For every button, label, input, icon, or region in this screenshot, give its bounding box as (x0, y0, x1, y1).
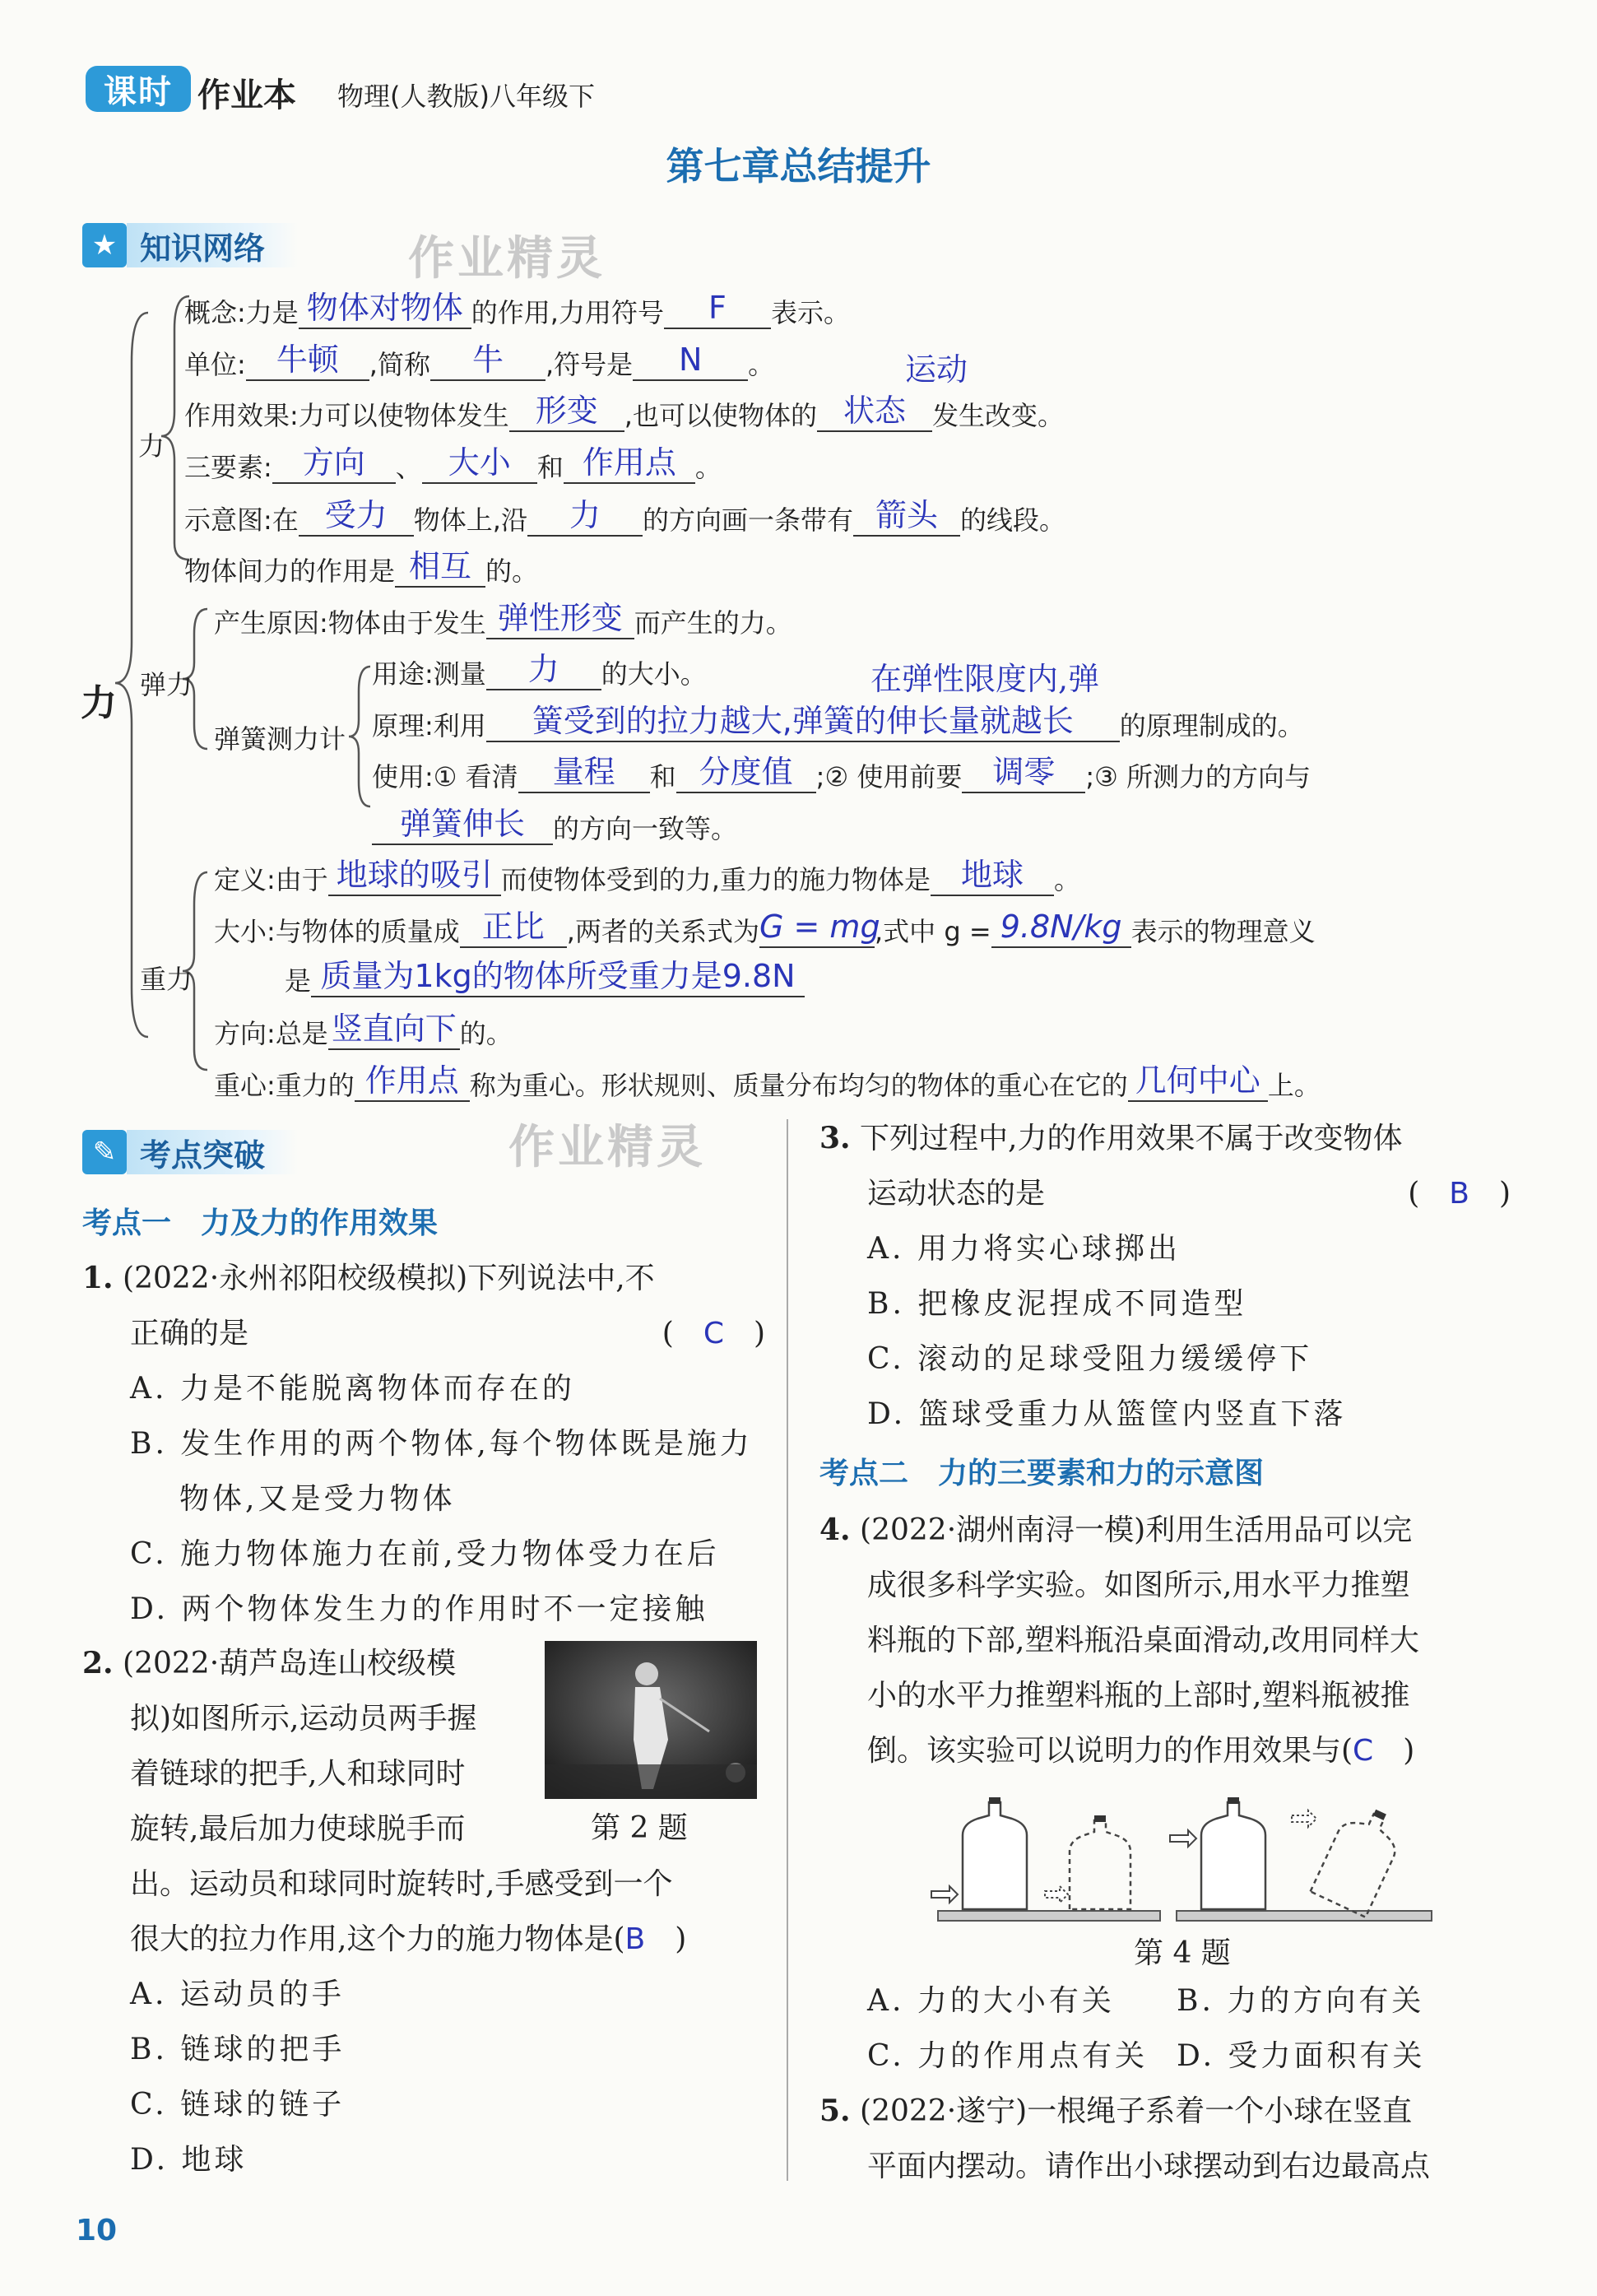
force-diagram-line: 示意图:在 受力 物体上,沿 力 的方向画一条带有 箭头 的线段。 (184, 497, 1066, 536)
answer-blank: 9.8N/kg (991, 913, 1131, 948)
answer-blank: 方向 (272, 449, 396, 484)
question-1: 1. (2022·永州祁阳校级模拟)下列说法中,不 正确的是 ( C ) A. 力是不能脱离物体而存在的 B. 发生作用的两个物体,每个物体既是施力 物体,又是受力物体 C. 施力物体施力在前,受力物体受力在后 D. 两个物体发生力的作用时不一定接触 (82, 1251, 765, 1637)
answer-blank: 受力 (299, 502, 414, 537)
answer-blank: 牛 (430, 346, 545, 381)
brand-logo: 课时 (86, 66, 191, 112)
question-number: 2. (82, 1646, 114, 1680)
gravity-magnitude-line: 大小:与物体的质量成 正比 ,两者的关系式为 G = mg ,式中 g = 9.8N/kg 表示的物理意义 (214, 909, 1316, 947)
option-b-cont: 物体,又是受力物体 (179, 1482, 456, 1516)
option-b: B. 把橡皮泥捏成不同造型 (867, 1287, 1247, 1321)
question-2: 2. (2022·葫芦岛连山校级模 拟)如图所示,运动员两手握 着链球的把手,人和球同时 旋转,最后加力使球脱手而 出。运动员和球同时旋转时,手感受到一个 很大的拉力作用,这个力的施力物体是(B ) A. 运动员的手 B. 链球的把手 C. 链球的链子 D. 地球 (82, 1636, 773, 2187)
answer-blank: 弹簧伸长 (372, 811, 553, 845)
option-d: D. 两个物体发生力的作用时不一定接触 (130, 1592, 708, 1626)
force-concept-line: 概念:力是 物体对物体 的作用,力用符号 F 表示。 (184, 290, 850, 328)
question-number: 4. (819, 1513, 851, 1547)
answer-blank: 形变 (509, 397, 624, 432)
answer-blank: 牛顿 (246, 346, 369, 381)
force-elements-line: 三要素: 方向 、 大小 和 作用点 。 (184, 444, 722, 483)
bottle-solid (1201, 1802, 1265, 1909)
meter-usage-line-2: 弹簧伸长 的方向一致等。 (372, 811, 737, 845)
question-number: 3. (819, 1121, 851, 1155)
spring-meter-label: 弹簧测力计 (214, 723, 346, 755)
branch-label-gravity: 重力 (140, 964, 193, 995)
question-4-options (867, 1973, 1525, 2084)
meter-usage-line: 使用:① 看清 量程 和 分度值 ;② 使用前要 调零 ;③ 所测力的方向与 (372, 754, 1311, 792)
gravity-center-line: 重心:重力的 作用点 称为重心。形状规则、质量分布均匀的物体的重心在它的 几何中心 上。 (214, 1062, 1321, 1101)
option-a: A. 力的大小有关 (867, 1984, 1115, 2018)
answer-blank: 作用点 (355, 1067, 470, 1102)
topic-heading: 考点二 力的三要素和力的示意图 (819, 1457, 1265, 1490)
watermark: 作业精灵 (408, 232, 606, 286)
question-3: 3. 下列过程中,力的作用效果不属于改变物体 运动状态的是 ( B ) A. 用力将实心球掷出 B. 把橡皮泥捏成不同造型 C. 滚动的足球受阻力缓缓停下 D. 篮球受重力从篮筐内竖直下落 (819, 1111, 1511, 1442)
figure-bottle-experiment (930, 1786, 1440, 1934)
gravity-definition-line: 定义:由于 地球的吸引 而使物体受到的力,重力的施力物体是 地球 。 (214, 857, 1080, 895)
option-d: D. 篮球受重力从篮筐内竖直下落 (867, 1397, 1347, 1431)
answer-blank: 力 (527, 502, 643, 537)
answer-blank: 簧受到的拉力越大,弹簧的伸长量就越长 (486, 708, 1120, 742)
pencil-icon: ✎ (82, 1130, 127, 1174)
force-effect-line: 作用效果:力可以使物体发生 形变 ,也可以使物体的 状态 发生改变。 (184, 393, 1064, 431)
handwritten-note: 运动 (905, 351, 968, 388)
arrow-icon (931, 1886, 958, 1903)
section-banner-key-points (82, 1130, 298, 1174)
figure-caption: 第 4 题 (1134, 1936, 1231, 1970)
answer-blank: G = mg (759, 913, 875, 948)
answer-bracket: C ) (1353, 1734, 1415, 1768)
branch-label-elastic: 弹力 (140, 669, 193, 700)
column-divider (787, 1119, 788, 2181)
root-label-force: 力 (81, 682, 117, 724)
answer-blank: 大小 (422, 449, 537, 484)
figure-caption: 第 2 题 (591, 1811, 688, 1845)
answer-blank: 调零 (962, 759, 1085, 793)
answer-blank: 作用点 (564, 449, 695, 484)
option-c: C. 链球的链子 (130, 2088, 346, 2122)
topic-heading: 考点一 力及力的作用效果 (82, 1206, 439, 1240)
option-b: B. 力的方向有关 (1177, 1984, 1425, 2018)
answer-blank: 箭头 (853, 502, 960, 537)
bottle-solid (963, 1802, 1027, 1909)
table-surface (938, 1911, 1160, 1921)
meter-use-line: 用途:测量 力 的大小。 (372, 651, 707, 690)
answer-blank: 状态 (817, 397, 932, 432)
option-d: D. 地球 (130, 2143, 248, 2177)
section-title: 考点突破 (127, 1130, 298, 1174)
answer-blank: N (633, 346, 748, 381)
star-icon: ★ (82, 223, 127, 267)
bottle-dashed (1070, 1820, 1130, 1909)
answer-blank: 质量为1kg的物体所受重力是9.8N (311, 963, 805, 997)
answer-blank: 量程 (518, 759, 650, 793)
force-unit-line: 单位: 牛顿 ,简称 牛 ,符号是 N 。 (184, 342, 775, 380)
answer-bracket: ( B ) (1408, 1177, 1511, 1211)
section-title: 知识网络 (127, 223, 298, 267)
bottle-tipping (1311, 1799, 1409, 1917)
section-banner-knowledge-network (82, 223, 298, 267)
chapter-title: 第七章总结提升 (666, 144, 931, 188)
handwritten-note: 在弹性限度内,弹 (870, 661, 1100, 697)
option-b: B. 链球的把手 (130, 2033, 346, 2066)
option-c: C. 滚动的足球受阻力缓缓停下 (867, 1342, 1313, 1376)
answer-blank: 地球的吸引 (328, 862, 501, 896)
answer-blank: 物体对物体 (299, 295, 471, 329)
option-d: D. 受力面积有关 (1177, 2039, 1426, 2073)
answer-blank: 竖直向下 (328, 1016, 460, 1050)
page-number: 10 (76, 2214, 118, 2247)
answer-blank: F (664, 295, 771, 329)
question-4: 4. (2022·湖州南浔一模)利用生活用品可以完 成很多科学实验。如图所示,用水平力推塑 料瓶的下部,塑料瓶沿桌面滑动,改用同样大 小的水平力推塑料瓶的上部时,塑料瓶被推 倒。该实验可以说明力的作用效果与(C ) (819, 1513, 1419, 1768)
answer-blank: 相互 (395, 553, 485, 588)
watermark: 作业精灵 (508, 1121, 706, 1174)
meter-principle-line: 原理:利用 簧受到的拉力越大,弹簧的伸长量就越长 的原理制成的。 (372, 703, 1304, 741)
answer-bracket: ( C ) (662, 1317, 765, 1350)
force-mutual-line: 物体间力的作用是 相互 的。 (184, 548, 539, 587)
gravity-direction-line: 方向:总是 竖直向下 的。 (214, 1011, 513, 1049)
arrow-icon (1292, 1810, 1316, 1827)
question-number: 1. (82, 1261, 114, 1295)
elastic-cause-line: 产生原因:物体由于发生 弹性形变 而产生的力。 (214, 600, 792, 639)
option-a: A. 用力将实心球掷出 (867, 1232, 1181, 1266)
option-a: A. 力是不能脱离物体而存在的 (130, 1372, 575, 1406)
arrow-icon (1170, 1830, 1196, 1847)
brand-name: 作业本 (197, 77, 296, 114)
figure-hammer-throw-photo (545, 1641, 757, 1799)
option-a: A. 运动员的手 (130, 1978, 345, 2011)
branch-label-force: 力 (138, 430, 165, 462)
answer-blank: 几何中心 (1128, 1067, 1268, 1102)
answer-bracket: B ) (624, 1922, 687, 1956)
question-number: 5. (819, 2094, 851, 2128)
header-subject: 物理(人教版)八年级下 (337, 81, 595, 112)
answer-blank: 分度值 (676, 759, 816, 793)
option-c: C. 施力物体施力在前,受力物体受力在后 (130, 1537, 720, 1571)
arrow-icon (1045, 1886, 1068, 1903)
option-c: C. 力的作用点有关 (867, 2039, 1149, 2073)
answer-blank: 正比 (460, 913, 567, 948)
question-5: 5. (2022·遂宁)一根绳子系着一个小球在竖直 平面内摆动。请作出小球摆动到右边最高点 (819, 2094, 1431, 2183)
answer-blank: 地球 (931, 862, 1054, 896)
answer-blank: 力 (486, 656, 601, 690)
table-surface (1177, 1911, 1432, 1921)
gravity-meaning-line: 是 质量为1kg的物体所受重力是9.8N (285, 963, 805, 997)
option-b: B. 发生作用的两个物体,每个物体既是施力 (130, 1427, 753, 1461)
answer-blank: 弹性形变 (486, 605, 634, 639)
